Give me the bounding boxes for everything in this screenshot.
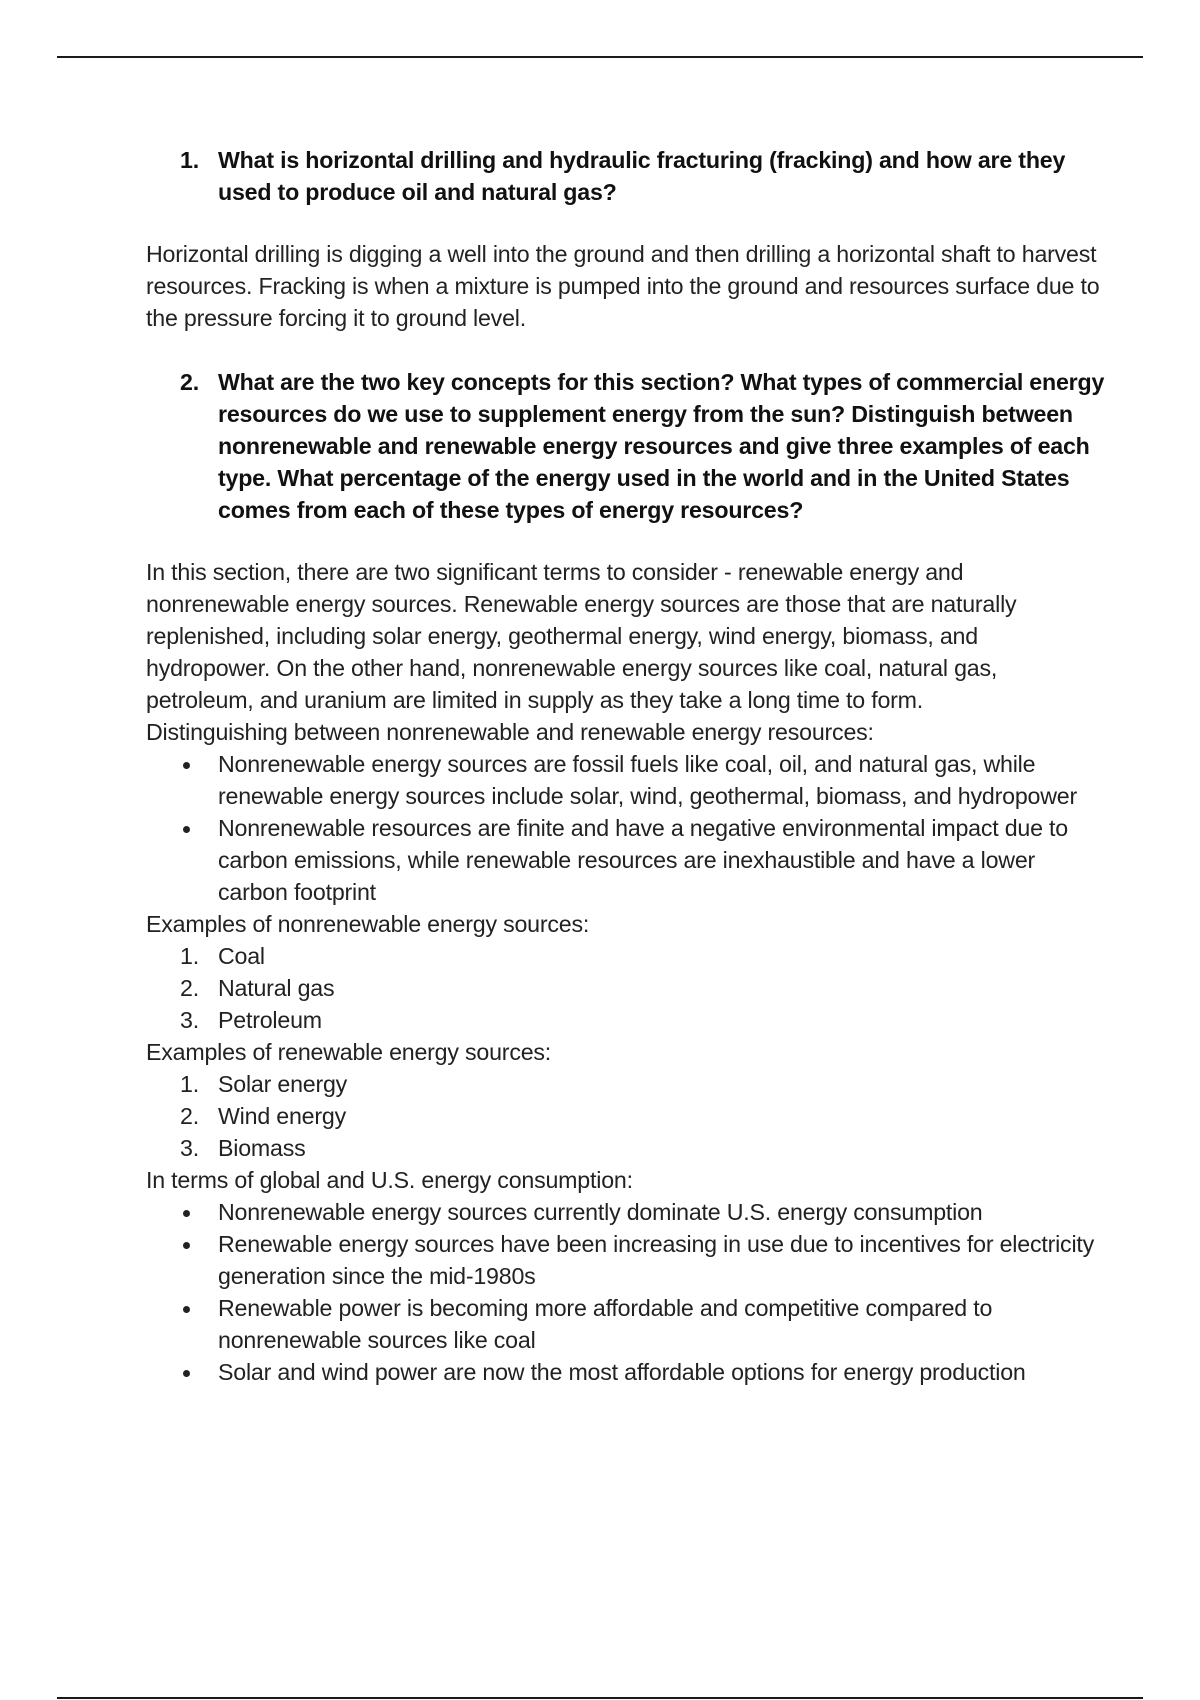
renewable-heading: Examples of renewable energy sources:: [146, 1039, 552, 1065]
list-item: Nonrenewable energy sources are fossil fuels like coal, oil, and natural gas, while renewable energy sources include solar, wind, geothermal, biomass, and hydropower: [180, 748, 1106, 812]
renewable-examples-list: [146, 1068, 1106, 1164]
distinguish-bullet-list: [146, 748, 1106, 908]
bullet-icon: [183, 1306, 190, 1313]
question-number: 1.: [180, 147, 199, 173]
list-item: Nonrenewable energy sources currently dominate U.S. energy consumption: [180, 1196, 1106, 1228]
question-2: [180, 366, 1106, 526]
list-item: 2. Natural gas: [180, 975, 335, 1001]
nonrenewable-examples-list: [146, 940, 1106, 1036]
bullet-icon: [183, 1370, 190, 1377]
bullet-icon: [183, 826, 190, 833]
consumption-heading: In terms of global and U.S. energy consumption:: [146, 1167, 633, 1193]
list-item: 3. Petroleum: [180, 1007, 322, 1033]
question-text: What are the two key concepts for this section? What types of commercial energy resources do we use to supplement energy from the sun? Distinguish between nonrenewable and renewable energy resources and give three examples of each type. What percentage of the energy used in the world and in the United States comes from each of these types of energy resources?: [218, 369, 1105, 523]
question-1: [180, 144, 1106, 208]
list-item: Nonrenewable resources are finite and have a negative environmental impact due to carbon emissions, while renewable resources are inexhaustible and have a lower carbon footprint: [180, 812, 1106, 908]
question-number: 2.: [180, 369, 199, 395]
list-item: Renewable energy sources have been increasing in use due to incentives for electricity generation since the mid-1980s: [180, 1228, 1106, 1292]
bullet-icon: [183, 1242, 190, 1249]
question-text: What is horizontal drilling and hydraulic fracturing (fracking) and how are they used to produce oil and natural gas?: [218, 147, 1066, 205]
bullet-icon: [183, 1210, 190, 1217]
list-item: Solar and wind power are now the most affordable options for energy production: [180, 1356, 1106, 1388]
nonrenewable-heading: Examples of nonrenewable energy sources:: [146, 911, 590, 937]
list-item: 1. Coal: [180, 943, 265, 969]
top-rule: [57, 56, 1143, 58]
list-item: 3. Biomass: [180, 1135, 306, 1161]
consumption-bullet-list: [146, 1196, 1106, 1388]
list-item: Renewable power is becoming more affordable and competitive compared to nonrenewable sources like coal: [180, 1292, 1106, 1356]
bottom-rule: [57, 1697, 1143, 1699]
distinguish-heading: Distinguishing between nonrenewable and renewable energy resources:: [146, 719, 874, 745]
answer-1: Horizontal drilling is digging a well into the ground and then drilling a horizontal shaft to harvest resources. Fracking is when a mixture is pumped into the ground and resources surface due to the pressure forcing it to ground level.: [146, 241, 1100, 331]
bullet-icon: [183, 762, 190, 769]
list-item: 1. Solar energy: [180, 1071, 348, 1097]
list-item: 2. Wind energy: [180, 1103, 346, 1129]
document-body: [146, 144, 1106, 1388]
answer-2-intro: In this section, there are two significant terms to consider - renewable energy and nonrenewable energy sources. Renewable energy sources are those that are naturally replenished, including solar energy, geothermal energy, wind energy, biomass, and hydropower. On the other hand, nonrenewable energy sources like coal, natural gas, petroleum, and uranium are limited in supply as they take a long time to form.: [146, 559, 1017, 713]
